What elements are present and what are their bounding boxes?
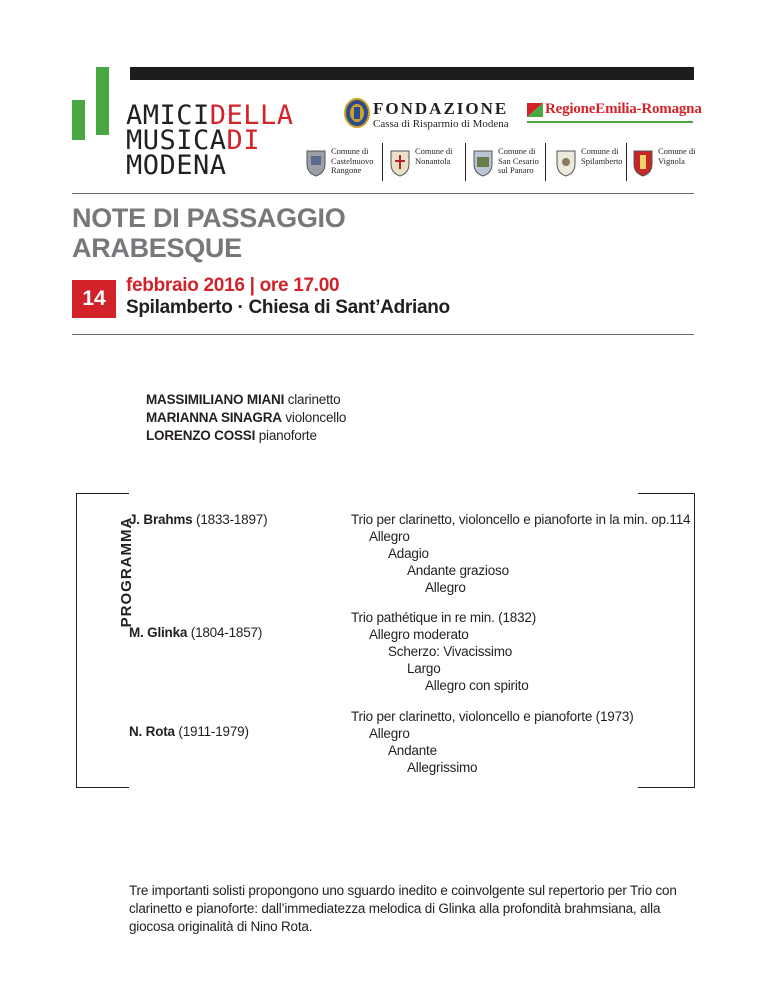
movement: Adagio [388, 546, 429, 561]
nonantola-crest-icon [389, 147, 411, 177]
vignola-crest-icon [632, 147, 654, 177]
castelnuovo-crest-icon [305, 147, 327, 177]
composer-glinka: M. Glinka (1804-1857) [129, 625, 263, 640]
regione-name: RegioneEmilia-Romagna [545, 101, 702, 117]
movement: Allegro [425, 580, 466, 595]
spilamberto-crest-icon [555, 147, 577, 177]
work-glinka-title: Trio pathétique in re min. (1832) [351, 610, 536, 625]
event-date: febbraio 2016 | ore 17.00 [126, 275, 340, 296]
performer-2: MARIANNA SINAGRA violoncello [146, 410, 347, 425]
movement: Allegro [369, 726, 410, 741]
movement: Andante grazioso [407, 563, 509, 578]
movement: Allegrissimo [407, 760, 478, 775]
performer-3: LORENZO COSSI pianoforte [146, 428, 317, 443]
programma-bracket-right [638, 493, 695, 788]
regione-flag-icon [527, 103, 543, 117]
fondazione-name: FONDAZIONE [373, 99, 509, 118]
movement: Scherzo: Vivacissimo [388, 644, 513, 659]
event-day-badge: 14 [72, 280, 116, 318]
logo-line-2: MUSICADI [126, 125, 261, 156]
composer-brahms: J. Brahms (1833-1897) [129, 512, 268, 527]
divider-top [72, 193, 694, 194]
comune-separator [626, 143, 627, 181]
performer-1: MASSIMILIANO MIANI clarinetto [146, 392, 341, 407]
event-description: Tre importanti solisti propongono uno sguardo inedito e coinvolgente sul repertorio per Trio con clarinetto e pianoforte: dall’immediatezza melodica di Glinka alla profondità brahmsiana, alla giocosa originalità di Nino Rota. [129, 883, 677, 934]
logo-green-bar-short [72, 100, 85, 140]
work-brahms-title: Trio per clarinetto, violoncello e pianoforte in la min. op.114 [351, 512, 691, 527]
fondazione-seal-icon [344, 98, 370, 128]
event-title-line-2: ARABESQUE [72, 233, 242, 263]
movement: Largo [407, 661, 441, 676]
fondazione-subtitle: Cassa di Risparmio di Modena [373, 118, 509, 130]
movement: Allegro moderato [369, 627, 469, 642]
comune-separator [465, 143, 466, 181]
event-venue: Spilamberto · Chiesa di Sant’Adriano [126, 297, 450, 318]
divider-middle [72, 334, 694, 335]
logo-line-3: MODENA [126, 150, 227, 181]
programma-label: PROGRAMMA [118, 516, 135, 628]
header-black-bar [130, 67, 694, 80]
comune-separator [382, 143, 383, 181]
logo-green-bar-tall [96, 67, 109, 135]
comune-separator [545, 143, 546, 181]
logo-line-1: AMICIDELLA [126, 100, 294, 131]
work-rota-title: Trio per clarinetto, violoncello e pianoforte (1973) [351, 709, 634, 724]
movement: Andante [388, 743, 437, 758]
movement: Allegro con spirito [425, 678, 529, 693]
event-title-line-1: NOTE DI PASSAGGIO [72, 203, 346, 233]
regione-underline [527, 121, 693, 123]
movement: Allegro [369, 529, 410, 544]
san-cesario-crest-icon [472, 147, 494, 177]
composer-rota: N. Rota (1911-1979) [129, 724, 249, 739]
